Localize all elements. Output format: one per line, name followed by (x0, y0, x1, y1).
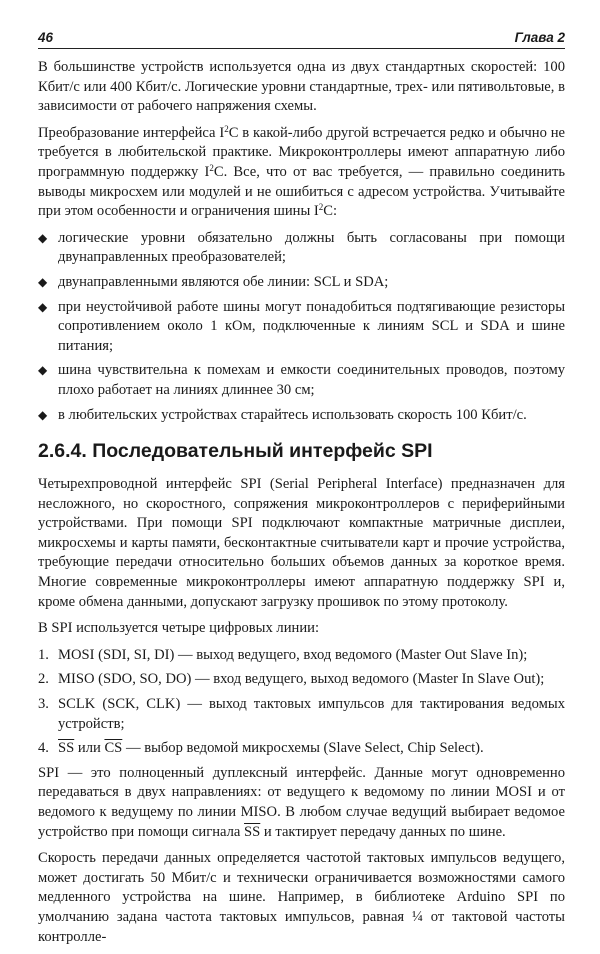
ss-signal: $\overline{SS}$ (244, 823, 261, 840)
diamond-bullet-icon: ◆ (38, 299, 48, 314)
i2c-constraints-list (38, 229, 565, 425)
spi-paragraph-4: Скорость передачи данных определяется частотой тактовых импульсов ведущего, может достигать 50 Мбит/с и технически ограничивается возможностями самого медленного устройства на шине. Например, в библиотеке Arduino SPI по умолчанию задана частота тактовых импульсов, равная ¼ от тактовой частоты контролле- (38, 850, 565, 945)
list-item: 2. MISO (SDO, SO, DO) — вход ведущего, выход ведомого (Master In Slave Out); (38, 671, 545, 688)
list-item: 1. MOSI (SDI, SI, DI) — выход ведущего, вход ведомого (Master Out Slave In); (38, 646, 528, 663)
diamond-bullet-icon: ◆ (38, 407, 48, 422)
spi-paragraph-3: SPI — это полноценный дуплексный интерфейс. Данные могут одновременно передаваться в двух направлениях: от ведущего к ведомому по линии MOSI и от ведомого к ведущему по линии MISO. В любом случае ведущий выбирает ведомое устройство при помощи сигнала $\overline{SS}$ и тактирует передачу данных по шине. (38, 764, 565, 840)
ss-signal: $\overline{SS}$ (58, 740, 75, 757)
diamond-bullet-icon: ◆ (38, 274, 48, 289)
spi-paragraph-2: В SPI используется четыре цифровых линии: (38, 620, 320, 637)
diamond-bullet-icon: ◆ (38, 230, 48, 245)
spi-lines-list (38, 646, 565, 759)
list-item: 3. SCLK (SCK, CLK) — выход тактовых импульсов для тактирования ведомых устройств; (38, 696, 565, 732)
page (38, 30, 565, 954)
section-heading: 2.6.4. Последовательный интерфейс SPI (38, 440, 433, 463)
list-item: 4. $\overline{SS}$ или $\overline{CS}$ — выбор ведомой микросхемы (Slave Select, Chip Select). (38, 740, 484, 757)
list-item: ◆ логические уровни обязательно должны быть согласованы при помощи двунаправленных преобразователей; (38, 229, 565, 266)
list-item: ◆ шина чувствительна к помехам и емкости соединительных проводов, поэтому плохо работает на линиях длиннее 30 см; (38, 362, 565, 398)
list-item: ◆ двунаправленными являются обе линии: SCL и SDA; (38, 273, 565, 293)
intro-paragraph-2: Преобразование интерфейса $I^2C$ в какой-либо другой встречается редко и обычно не требуется в любительской практике. Микроконтроллеры имеют аппаратную либо программную поддержку $I^2C$. Все, что от вас требуется, — правильно соединить выводы микросхем или модулей и не ошибиться с адресом устройства. Учитывайте при этом особенности и ограничения шины $I^2C$: (38, 123, 565, 220)
cs-signal: $\overline{CS}$ (104, 740, 123, 757)
list-item: ◆ в любительских устройствах старайтесь использовать скорость 100 Кбит/с. (38, 406, 565, 426)
intro-paragraph-1: В большинстве устройств используется одна из двух стандартных скоростей: 100 Кбит/с или 400 Кбит/с. Логические уровни стандартные, трех- или пятивольтовые, в зависимости от рабочего напряжения схемы. (38, 59, 565, 115)
list-item: ◆ при неустойчивой работе шины могут понадобиться подтягивающие резисторы сопротивлением около 1 кОм, подключенные к линиям SCL и SDA и шине питания; (38, 298, 565, 354)
chapter-title: Глава 2 (514, 30, 565, 45)
spi-paragraph-1: Четырехпроводной интерфейс SPI (Serial Peripheral Interface) предназначен для несложного, но скоростного, сопряжения микроконтроллеров с периферийными устройствами. При помощи SPI подключают компактные матричные дисплеи, микросхемы и карты памяти, бесконтактные считыватели карт и прочие устройства, требующие передачи относительно больших объемов данных за короткое время. Многие современные микроконтроллеры имеют аппаратную поддержку SPI и, кроме обмена данными, допускают загрузку прошивок по этому протоколу. (38, 476, 565, 610)
diamond-bullet-icon: ◆ (38, 363, 48, 378)
running-header (38, 30, 565, 49)
page-number: 46 (38, 30, 54, 45)
